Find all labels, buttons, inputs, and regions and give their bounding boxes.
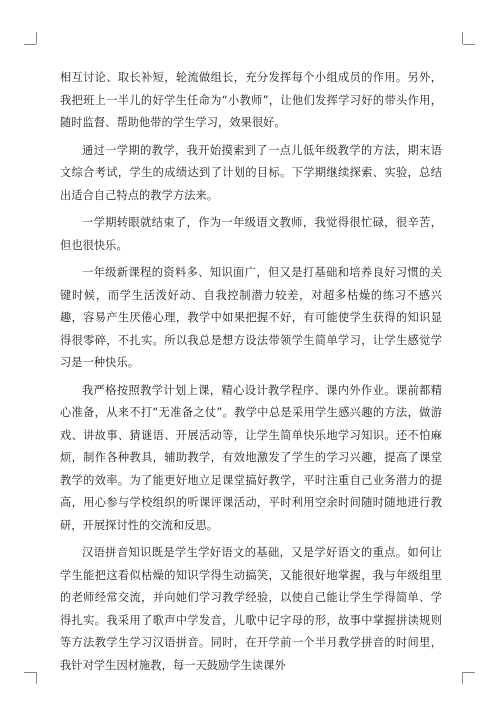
- paragraph: 我严格按照教学计划上课，精心设计教学程序、课内外作业。课前都精心准备，从来不打“无准备之仗”。教学中总是采用学生感兴趣的方法，做游戏、讲故事、猜谜语、开展活动等，让学生简单快乐地学习知识。还不怕麻烦，制作各种教具，辅助教学，有效地激发了学生的学习兴趣，提高了课堂教学的效率。为了能更好地立足课堂搞好教学，平时注重自己业务潜力的提高，用心参与学校组织的听课评课活动，平时利用空余时间随时随地进行教研，开展探讨性的交流和反思。: [60, 383, 442, 532]
- paragraph: 一年级新课程的资料多、知识面广，但又是打基础和培养良好习惯的关键时候，而学生活泼好动、自我控制潜力较差，对超多枯燥的练习不感兴趣，容易产生厌倦心理，教学中如果把握不好，有可能使学生获得的知识显得很零碎，不扎实。所以我总是想方设法带领学生简单学习，让学生感觉学习是一种快乐。: [60, 266, 442, 369]
- paragraph: 相互讨论、取长补短，轮流做组长，充分发挥每个小组成员的作用。另外，我把班上一半儿的好学生任命为“小教师”，让他们发挥学习好的带头作用，随时监督、帮助他带的学生学习，效果很好。: [60, 71, 442, 129]
- paragraph: 一学期转眼就结束了，作为一年级语文教师，我觉得很忙碌，很辛苦，但也很快乐。: [60, 216, 442, 252]
- paragraph: 汉语拼音知识既是学生学好语文的基础，又是学好语文的重点。如何让学生能把这看似枯燥的知识学得生动搞笑，又能很好地掌握，我与年级组里的老师经常交流，并向她们学习教学经验，以使自己能让学生学得简单、学得扎实。我采用了歌声中学发音，儿歌中记字母的形，故事中掌握拼读规则等方法教学生学习汉语拼音。同时，在开学前一个半月教学拼音的时间里，我针对学生因材施教，每一天鼓励学生读课外: [60, 546, 442, 672]
- document-body: [60, 67, 442, 682]
- paragraph: 通过一学期的教学，我开始摸索到了一点儿低年级教学的方法，期末语文综合考试，学生的成绩达到了计划的目标。下学期继续探索、实验，总结出适合自己特点的教学方法来。: [60, 143, 442, 202]
